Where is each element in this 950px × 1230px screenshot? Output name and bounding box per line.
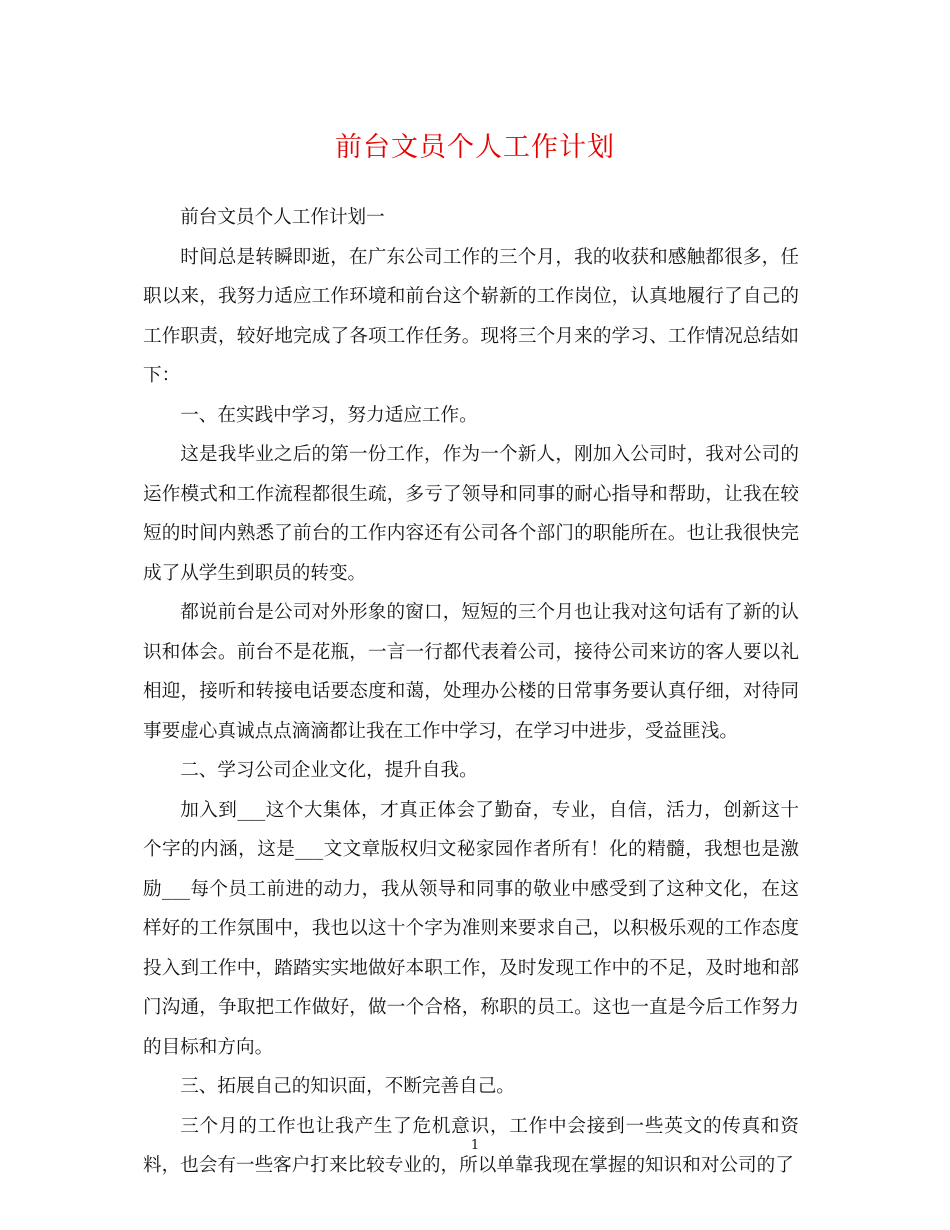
- paragraph-crisis-awareness: 三个月的工作也让我产生了危机意识，工作中会接到一些英文的传真和资料，也会有一些客户打来比较专业的，所以单靠我现在掌握的知识和对公司的了: [143, 1115, 799, 1176]
- document-body: [143, 198, 799, 1186]
- paragraph-front-desk-window: 都说前台是公司对外形象的窗口，短短的三个月也让我对这句话有了新的认识和体会。前台不是花瓶，一言一行都代表着公司，接待公司来访的客人要以礼相迎，接听和转接电话要态度和蔼，处理办公楼的日常事务要认真仔细，对待同事要虚心真诚点点滴滴都让我在工作中学习，在学习中进步，受益匪浅。: [143, 602, 799, 742]
- paragraph-company-culture: 加入到___这个大集体，才真正体会了勤奋，专业，自信，活力，创新这十个字的内涵，这是___文文章版权归文秘家园作者所有！化的精髓，我想也是激励___每个员工前进的动力，我从领导和同事的敬业中感受到了这种文化，在这样好的工作氛围中，我也以这十个字为准则来要求自己，以积极乐观的工作态度投入到工作中，踏踏实实地做好本职工作，及时发现工作中的不足，及时地和部门沟通，争取把工作做好，做一个合格，称职的员工。这也一直是今后工作努力的目标和方向。: [143, 799, 799, 1058]
- section-heading-1: 一、在实践中学习，努力适应工作。: [180, 404, 478, 426]
- document-title: 前台文员个人工作计划: [335, 132, 615, 163]
- paragraph-intro: 时间总是转瞬即逝，在广东公司工作的三个月，我的收获和感触都很多，任职以来，我努力适应工作环境和前台这个崭新的工作岗位，认真地履行了自己的工作职责，较好地完成了各项工作任务。现将三个月来的学习、工作情况总结如下：: [143, 246, 799, 386]
- section-heading-plan-one: 前台文员个人工作计划一: [180, 207, 385, 228]
- section-heading-3: 三、拓展自己的知识面，不断完善自己。: [180, 1076, 515, 1097]
- section-heading-2: 二、学习公司企业文化，提升自我。: [180, 760, 478, 781]
- page-number: 1: [470, 1138, 480, 1153]
- paragraph-first-job: 这是我毕业之后的第一份工作，作为一个新人，刚加入公司时，我对公司的运作模式和工作流程都很生疏，多亏了领导和同事的耐心指导和帮助，让我在较短的时间内熟悉了前台的工作内容还有公司各个部门的职能所在。也让我很快完成了从学生到职员的转变。: [143, 444, 799, 584]
